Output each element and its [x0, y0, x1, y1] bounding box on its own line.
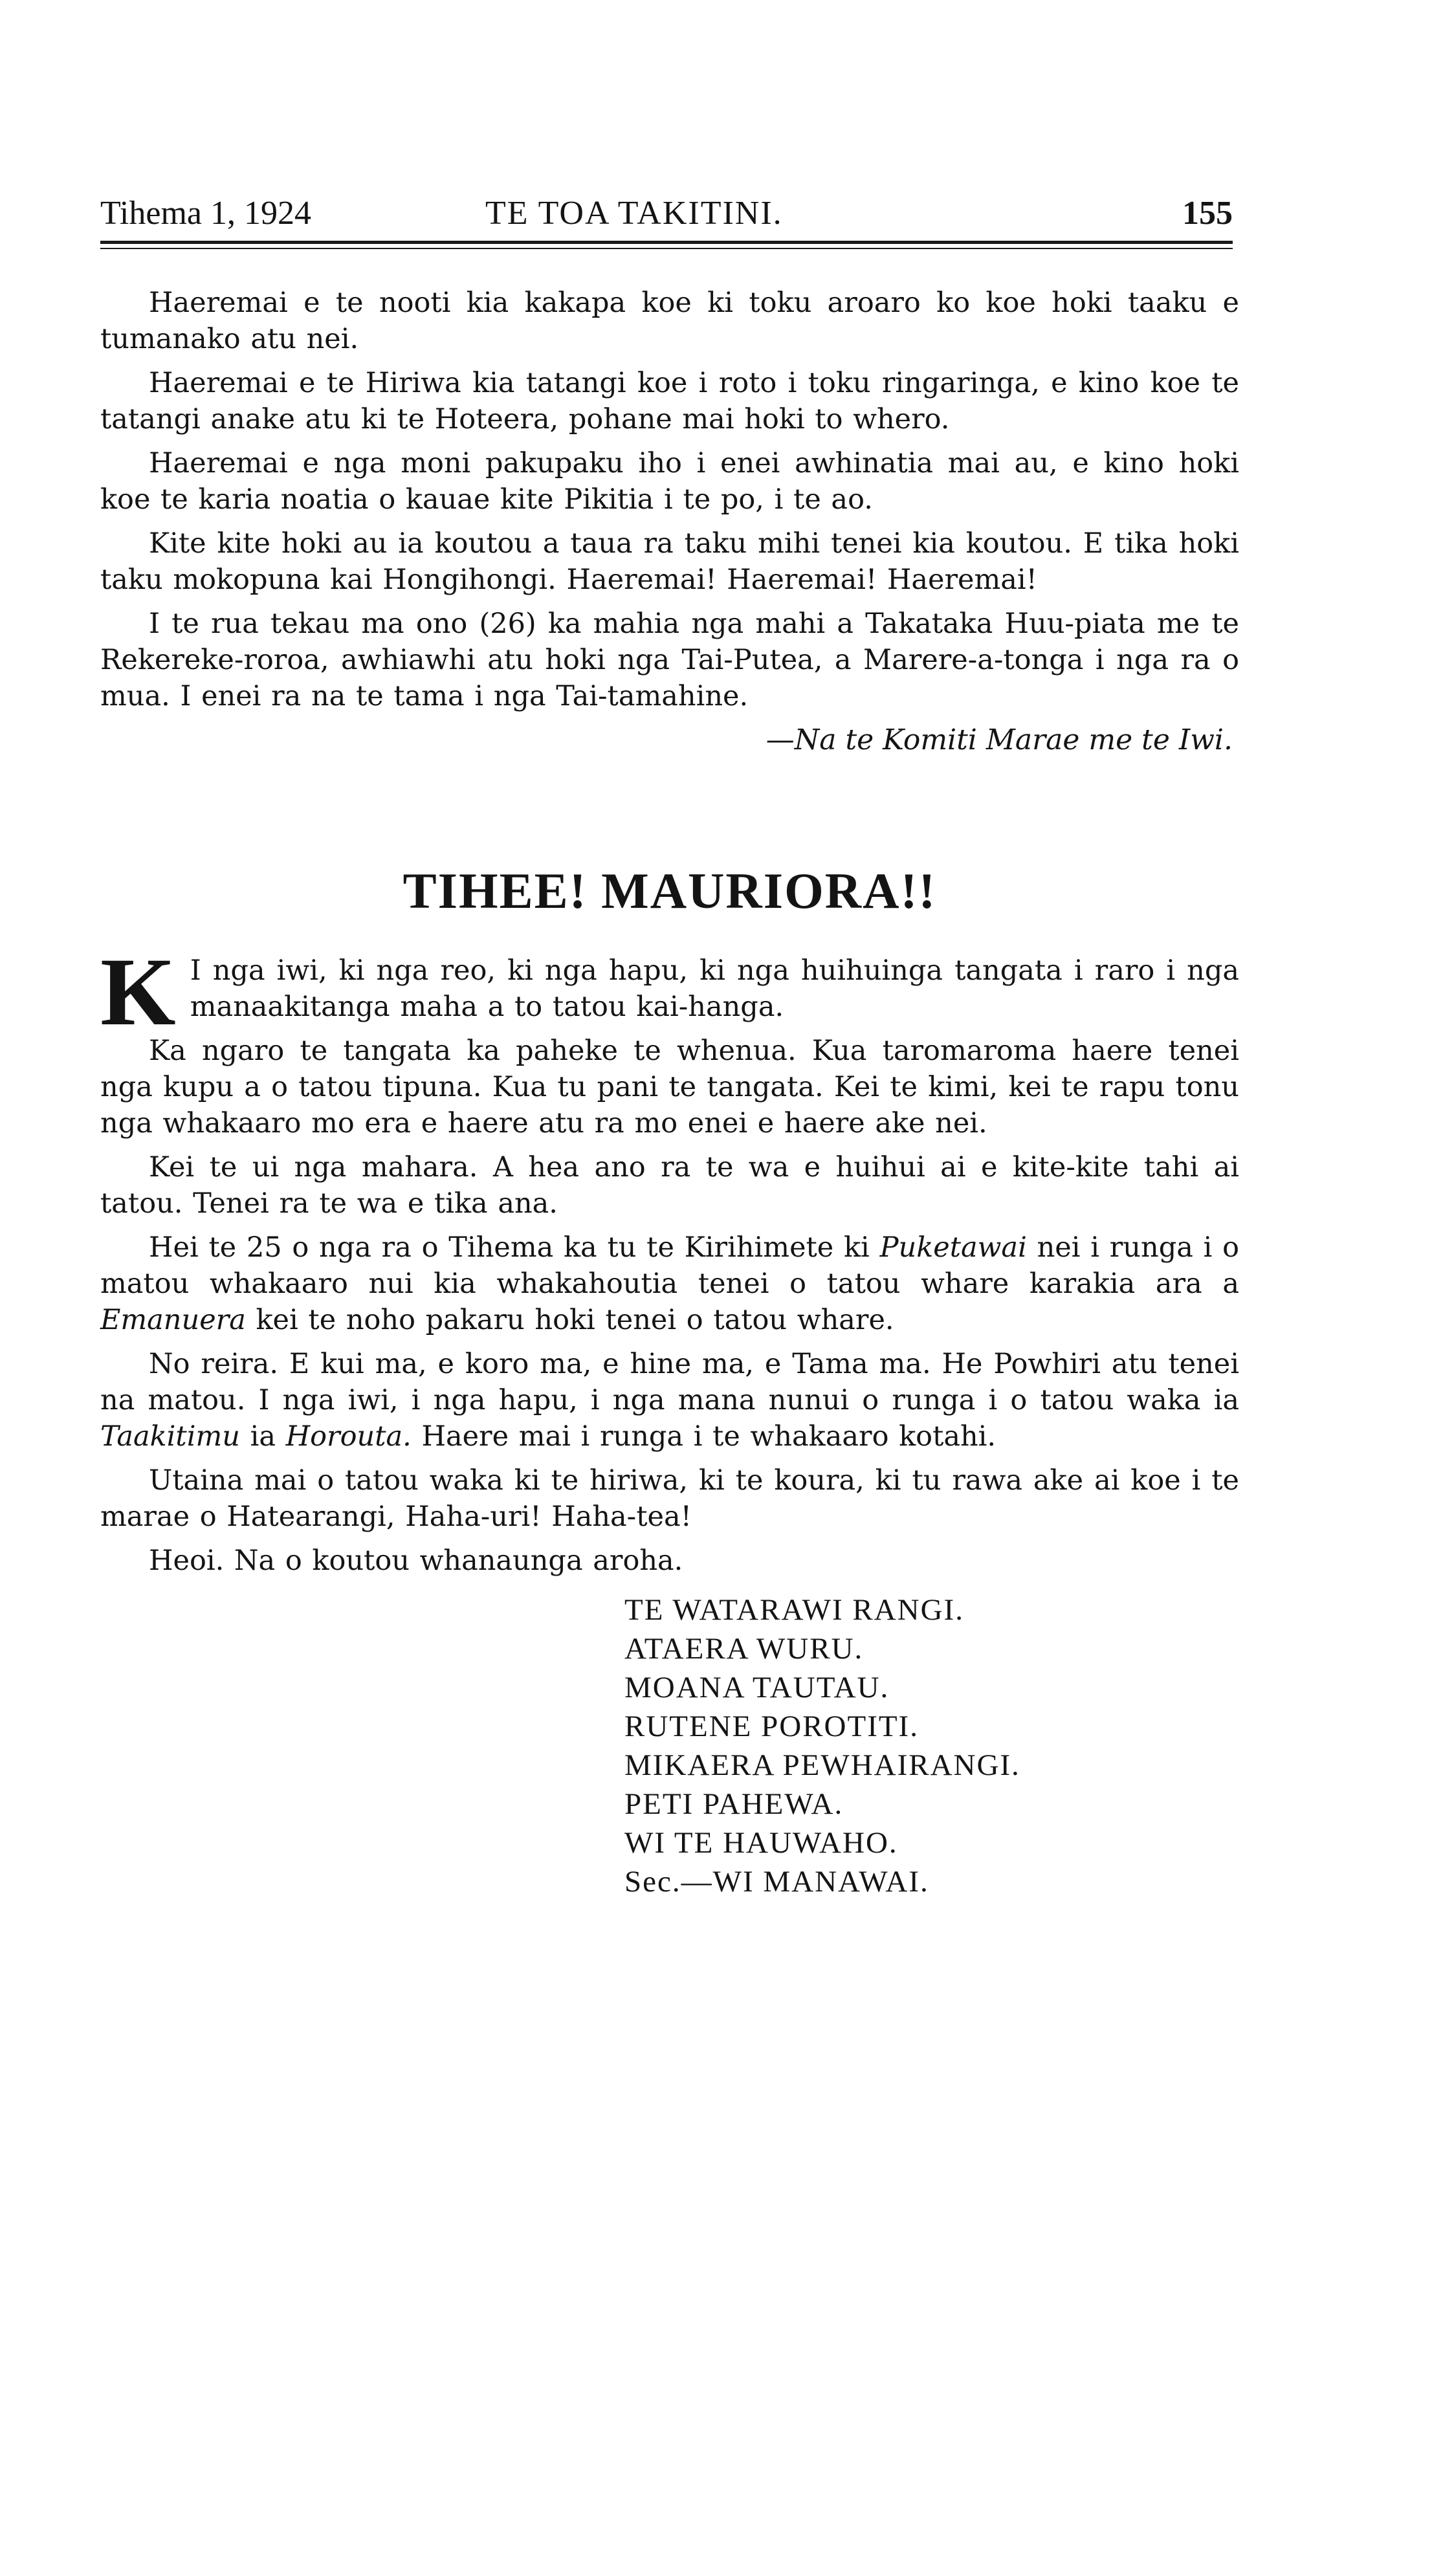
section-title: TIHEE! MAURIORA!!: [402, 863, 937, 919]
paragraph-text: Hei te 25 o nga ra o Tihema ka tu te Kirihimete ki: [149, 1231, 880, 1264]
section-paragraph: Utaina mai o tatou waka ki te hiriwa, ki te koura, ki tu rawa ake ai koe i te marae o Hatearangi, Haha-uri! Haha-tea!: [100, 1464, 1239, 1533]
intro-paragraph: Haeremai e te nooti kia kakapa koe ki toku aroaro ko koe hoki taaku e tumanako atu nei.: [100, 287, 1239, 355]
signatory: TE WATARAWI RANGI.: [624, 1593, 964, 1627]
header-rule-thick: [100, 241, 1233, 244]
signatory: MOANA TAUTAU.: [624, 1671, 890, 1704]
signatories-list: [624, 1591, 1239, 1901]
place-name: Puketawai: [879, 1231, 1027, 1264]
signatory: MIKAERA PEWHAIRANGI.: [624, 1748, 1020, 1782]
paragraph-text: No reira. E kui ma, e koro ma, e hine ma, e Tama ma. He Powhiri atu tenei na matou. I nga iwi, i nga hapu, i nga mana nunui o runga i o tatou waka ia: [100, 1348, 1239, 1416]
church-name: Emanuera: [100, 1304, 246, 1336]
header-page-number: 155: [1182, 195, 1233, 232]
secretary-signatory: Sec.—WI MANAWAI.: [624, 1865, 929, 1899]
section-paragraph: Kei te ui nga mahara. A hea ano ra te wa e huihui ai e kite-kite tahi ai tatou. Tenei ra te wa e tika ana.: [100, 1151, 1239, 1220]
first-paragraph-text: I nga iwi, ki nga reo, ki nga hapu, ki nga huihuinga tangata i raro i nga manaakitanga maha a to tatou kai-hanga.: [190, 954, 1239, 1023]
section-closing: Heoi. Na o koutou whanaunga aroha.: [149, 1545, 683, 1577]
header-publication-title: TE TOA TAKITINI.: [485, 195, 783, 232]
waka-name: Horouta.: [285, 1420, 412, 1453]
paragraph-text: Haere mai i runga i te whakaaro kotahi.: [411, 1420, 997, 1453]
signatory: RUTENE POROTITI.: [624, 1710, 919, 1743]
header-rule-thin: [100, 248, 1233, 249]
signatory: ATAERA WURU.: [624, 1632, 864, 1666]
text-column: [100, 285, 1239, 1901]
drop-cap: K: [100, 938, 176, 1046]
header-date: Tihema 1, 1924: [100, 195, 311, 232]
paragraph-text: nei i runga i o matou whakaaro nui kia whakahoutia tenei o tatou whare karakia ara a: [100, 1231, 1240, 1300]
intro-paragraph: Kite kite hoki au ia koutou a taua ra taku mihi tenei kia koutou. E tika hoki taku mokopuna kai Hongihongi. Haeremai! Haeremai! Haeremai!: [100, 527, 1239, 596]
section-paragraph-invitation: [100, 1346, 1239, 1455]
signatory: PETI PAHEWA.: [624, 1787, 844, 1821]
section-paragraph-christmas: [100, 1229, 1239, 1338]
intro-paragraph: I te rua tekau ma ono (26) ka mahia nga mahi a Takataka Huu-piata me te Rekereke-roroa, awhiawhi atu hoki nga Tai-Putea, a Marere-a-tonga i nga ra o mua. I enei ra na te tama i nga Tai-tamahine.: [100, 608, 1239, 712]
signatory: WI TE HAUWAHO.: [624, 1826, 898, 1860]
paragraph-text: ia: [239, 1420, 286, 1453]
paragraph-text: kei te noho pakaru hoki tenei o tatou whare.: [245, 1304, 894, 1336]
running-header: [100, 194, 1233, 246]
intro-paragraph: Haeremai e te Hiriwa kia tatangi koe i roto i toku ringaringa, e kino koe te tatangi anake atu ki te Hoteera, pohane mai hoki to whero.: [100, 367, 1239, 435]
section-paragraph: Ka ngaro te tangata ka paheke te whenua. Kua taromaroma haere tenei nga kupu a o tatou tipuna. Kua tu pani te tangata. Kei te kimi, kei te rapu tonu nga whakaaro mo era e haere atu ra mo enei e haere ake nei.: [100, 1035, 1239, 1139]
waka-name: Taakitimu: [100, 1420, 240, 1453]
intro-signature: —Na te Komiti Marae me te Iwi.: [766, 723, 1233, 756]
intro-paragraph: Haeremai e nga moni pakupaku iho i enei awhinatia mai au, e kino hoki koe te karia noatia o kauae kite Pikitia i te po, i te ao.: [100, 447, 1239, 516]
section-first-paragraph: [100, 938, 1239, 1046]
